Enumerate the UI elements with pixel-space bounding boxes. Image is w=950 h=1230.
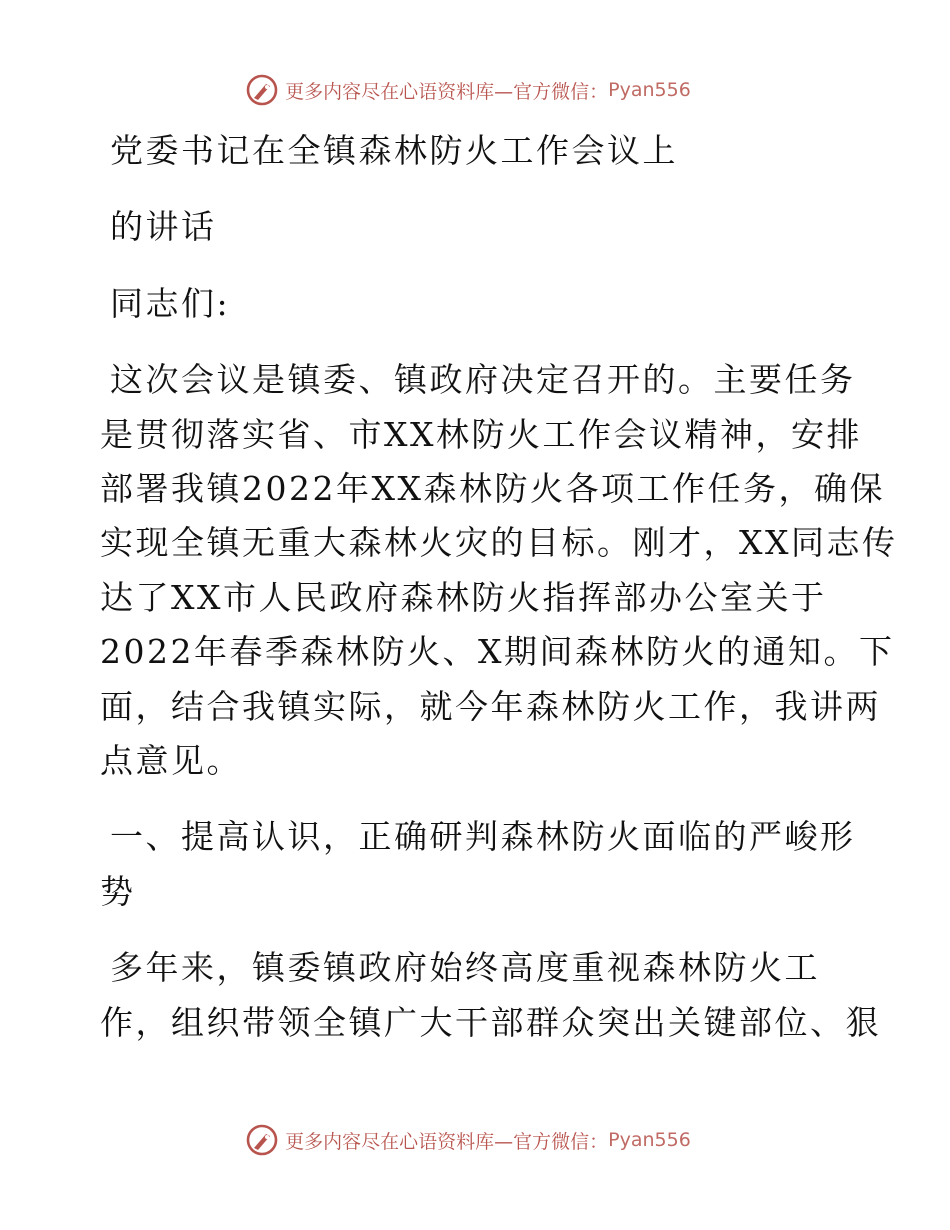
paragraph-line: 部署我镇2022年XX森林防火各项工作任务，确保 [100,469,885,509]
section-heading-line: 一、提高认识，正确研判森林防火面临的严峻形 [110,817,856,857]
spacer [100,178,860,200]
paragraph-line: 作，组织带领全镇广大干部群众突出关键部位、狠 [100,1002,881,1042]
watermark-header [0,70,950,110]
fountain-pen-seal-icon [245,73,279,107]
watermark-wechat-id: Pyan556 [608,1129,691,1151]
spacer [100,255,860,277]
paragraph-line: 面，结合我镇实际，就今年森林防火工作，我讲两 [100,686,881,726]
spacer [100,331,860,353]
paragraph-line: 多年来，镇委镇政府始终高度重视森林防火工 [110,948,820,988]
document-body [100,124,898,1050]
spacer [100,919,860,941]
watermark-wechat-id: Pyan556 [608,79,691,101]
section-heading-line: 势 [100,871,136,911]
paragraph-line: 是贯彻落实省、市XX林防火工作会议精神，安排 [100,414,862,454]
paragraph-line: 实现全镇无重大森林火灾的目标。刚才，XX同志传 [100,523,898,563]
paragraph-line: 达了XX市人民政府森林防火指挥部办公室关于 [100,577,827,617]
paragraph-line: 这次会议是镇委、镇政府决定召开的。主要任务 [110,360,856,400]
watermark-footer [0,1120,950,1160]
spacer [100,788,860,810]
document-title-line: 党委书记在全镇森林防火工作会议上 [110,131,678,170]
document-title-line: 的讲话 [110,207,217,247]
salutation: 同志们: [110,283,231,323]
watermark-text: 更多内容尽在心语资料库—官方微信： [285,80,609,103]
paragraph-line: 2022年春季森林防火、X期间森林防火的通知。下 [100,632,895,672]
fountain-pen-seal-icon [245,1123,279,1157]
watermark-text: 更多内容尽在心语资料库—官方微信： [285,1130,609,1153]
paragraph-line: 点意见。 [100,741,242,781]
